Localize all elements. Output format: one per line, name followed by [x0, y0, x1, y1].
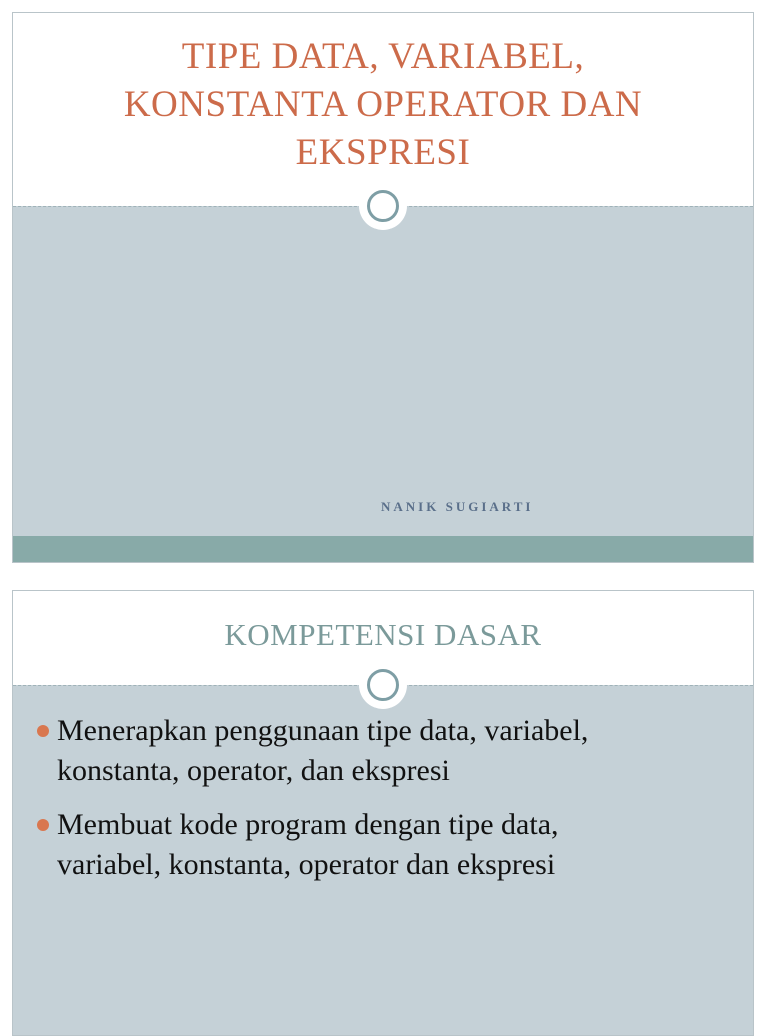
- slide-title: KOMPETENSI DASAR: [224, 617, 542, 652]
- footer-band: [13, 536, 753, 562]
- bullet-line: Menerapkan penggunaan tipe data, variabel,: [57, 714, 589, 747]
- bullet-line: Membuat kode program dengan tipe data,: [57, 808, 559, 841]
- medallion-ring: [367, 190, 399, 222]
- content-slide: [12, 590, 754, 1036]
- circle-medallion-icon: [359, 661, 407, 709]
- title-line: KONSTANTA OPERATOR DAN: [123, 84, 643, 125]
- bullet-dot-icon: [37, 819, 49, 831]
- bullet-list: [35, 711, 739, 899]
- title-slide: [12, 12, 754, 563]
- title-line: TIPE DATA, VARIABEL,: [181, 36, 585, 77]
- medallion-ring: [367, 669, 399, 701]
- circle-medallion-icon: [359, 182, 407, 230]
- bullet-line: variabel, konstanta, operator dan ekspresi: [57, 848, 556, 881]
- author-name: NANIK SUGIARTI: [381, 499, 534, 514]
- bullet-dot-icon: [37, 725, 49, 737]
- slide-title: [53, 33, 713, 177]
- list-item: [35, 711, 739, 791]
- bullet-line: konstanta, operator, dan ekspresi: [57, 754, 450, 787]
- list-item: [35, 805, 739, 885]
- title-line: EKSPRESI: [295, 132, 471, 173]
